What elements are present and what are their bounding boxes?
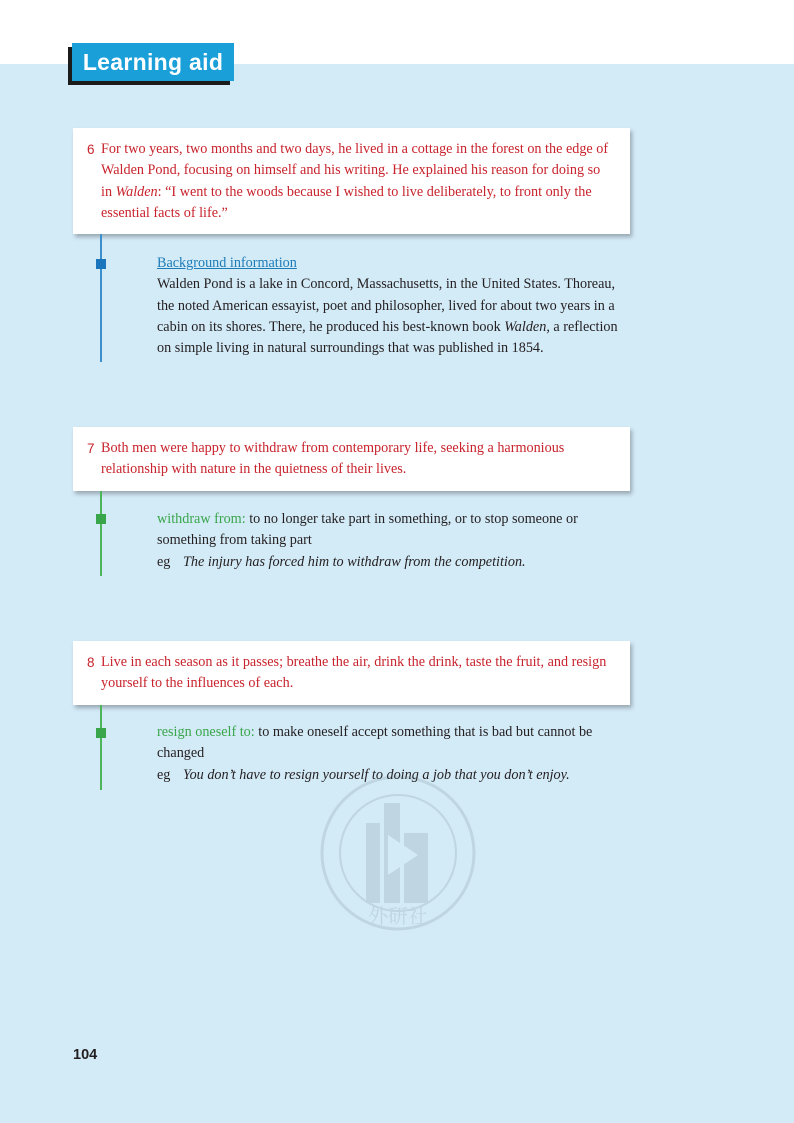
quote-text: Live in each season as it passes; breathe the air, drink the drink, taste the fruit, and resign yourself to the influences of each. <box>101 654 607 692</box>
book-title: Walden <box>504 318 547 335</box>
quote-box-8 <box>73 641 630 705</box>
page-number: 104 <box>73 1047 98 1063</box>
vocabulary-term: resign oneself to: <box>157 724 255 740</box>
note-marker-square <box>96 514 106 524</box>
quote-text <box>101 141 608 221</box>
vocabulary-note <box>157 509 632 573</box>
quote-number: 6 <box>87 142 95 157</box>
background-info-note <box>157 253 632 359</box>
publisher-watermark <box>318 773 478 943</box>
note-marker-square <box>96 259 106 269</box>
quote-box-7 <box>73 427 630 491</box>
note-text: Walden Pond is a lake in Concord, Massachusetts, in the United States. Thoreau, the noted American essayist, poet and philosopher, lived for about two years in a cabin on its shores. There, he produced his best-known book <box>157 276 616 335</box>
quote-text: Both men were happy to withdraw from contemporary life, seeking a harmonious relationship with nature in the quietness of their lives. <box>101 440 565 478</box>
example-label: eg <box>157 553 171 570</box>
vocabulary-definition: to make oneself accept something that is bad but cannot be changed <box>157 724 593 762</box>
vocabulary-definition: to no longer take part in something, or to stop someone or something from taking part <box>157 511 578 549</box>
note-text: , a reflection on simple living in natural surroundings that was published in 1854. <box>157 318 618 357</box>
quote-number: 7 <box>87 441 95 456</box>
note-connector-line <box>100 491 102 576</box>
example-sentence: The injury has forced him to withdraw from the competition. <box>183 553 526 570</box>
example-sentence: You don’t have to resign yourself to doing a job that you don’t enjoy. <box>183 766 570 783</box>
vocabulary-term: withdraw from: <box>157 511 246 527</box>
background-info-heading: Background information <box>157 255 297 271</box>
note-connector-line <box>100 705 102 790</box>
quote-text-part: For two years, two months and two days, he lived in a cottage in the forest on the edge of Walden Pond, focusing on himself and his writing. He explained his reason for doing so in <box>101 141 609 200</box>
watermark-text: 外研社 <box>368 904 428 928</box>
quote-box-6 <box>73 128 630 234</box>
quote-text-part: : “I went to the woods because I wished to live deliberately, to front only the essential facts of life.” <box>101 183 592 221</box>
quote-number: 8 <box>87 655 95 670</box>
note-connector-line <box>100 234 102 362</box>
learning-aid-header: Learning aid <box>72 43 234 81</box>
note-marker-square <box>96 728 106 738</box>
book-title: Walden <box>115 183 158 200</box>
example-label: eg <box>157 766 171 783</box>
